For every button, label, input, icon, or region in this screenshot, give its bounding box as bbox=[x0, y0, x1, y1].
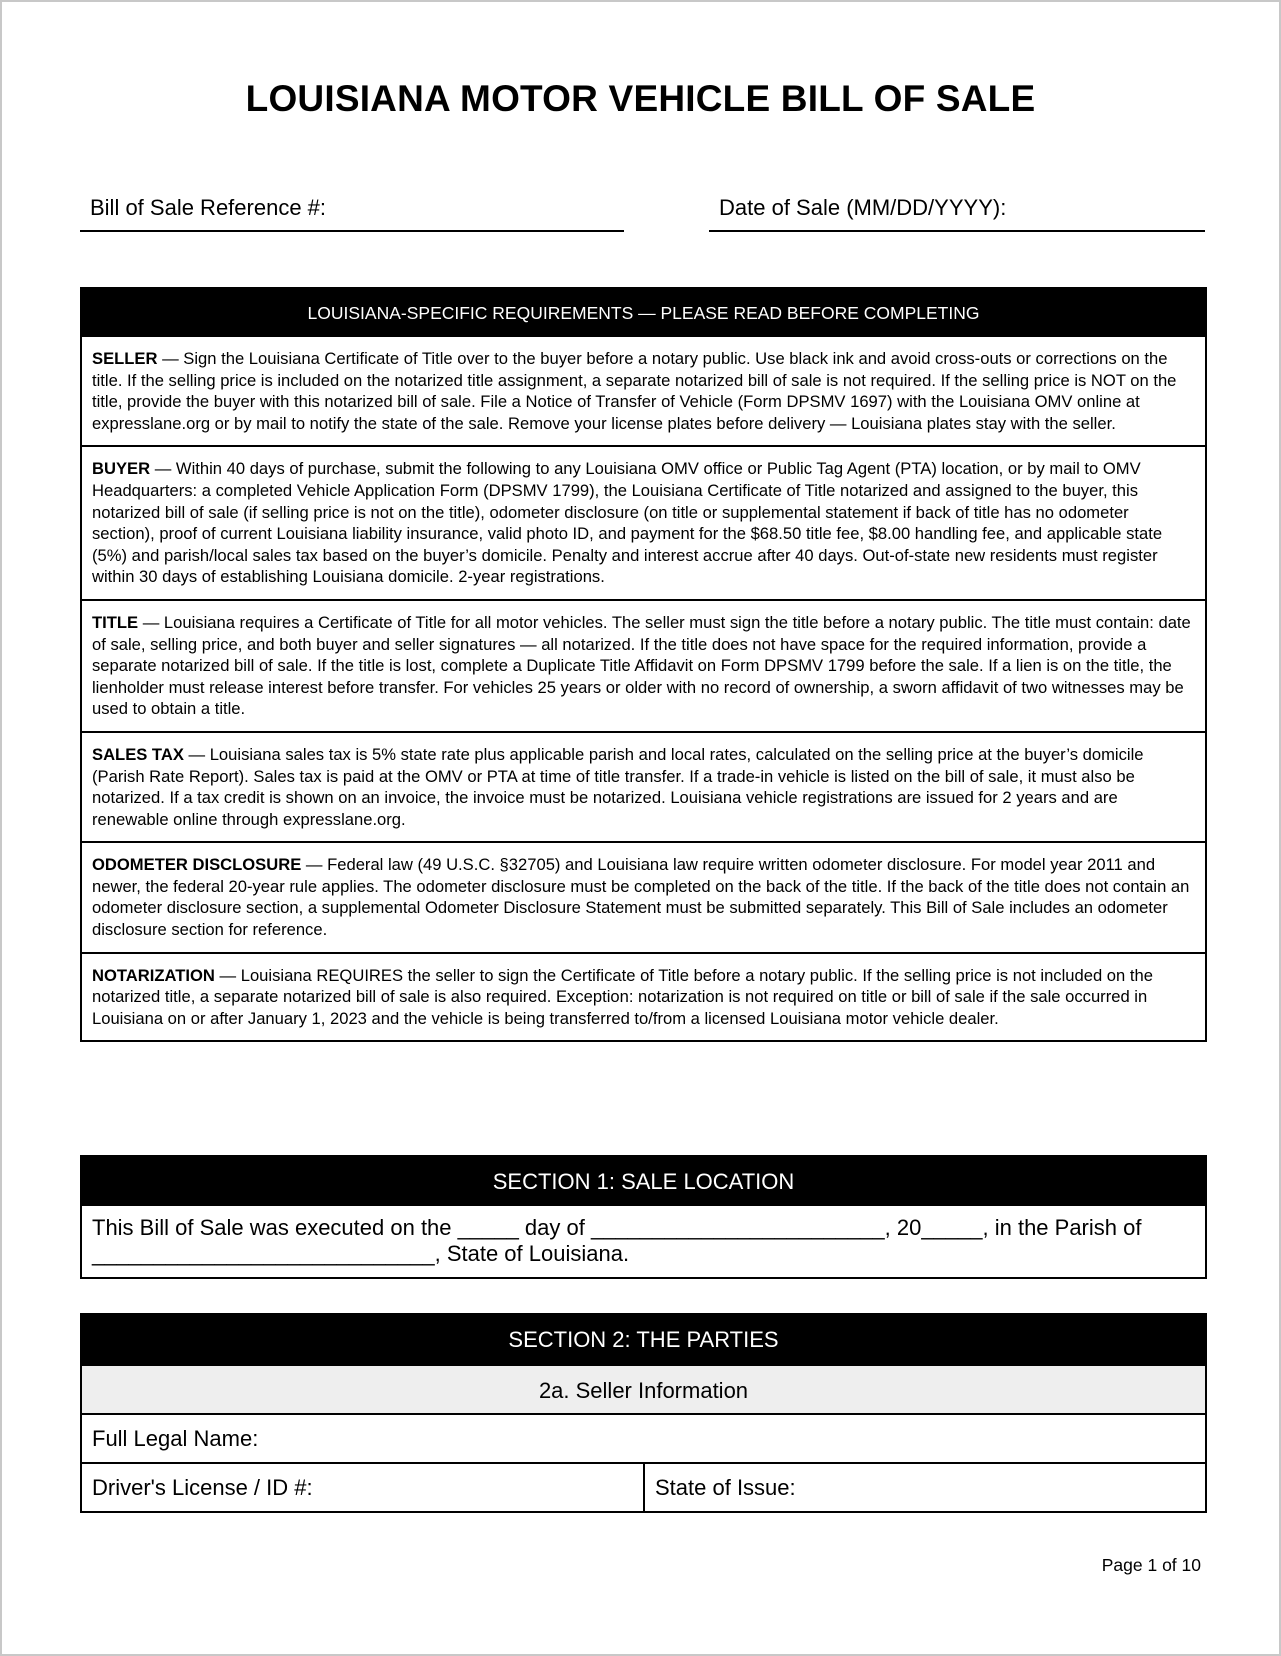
requirement-notarization bbox=[82, 952, 1205, 1041]
requirement-sales-tax bbox=[82, 731, 1205, 841]
document-title: LOUISIANA MOTOR VEHICLE BILL OF SALE bbox=[245, 78, 1036, 119]
requirement-text: — Louisiana sales tax is 5% state rate plus applicable parish and local rates, calculated on the selling price at the buyer’s domicile (Parish Rate Report). Sales tax is paid at the OMV or PTA at time of title transfer. If a trade-in vehicle is listed on the bill of sale, it must also be notarized. If a tax credit is shown on an invoice, the invoice must be notarized. Louisiana vehicle registrations are issued for 2 years and are renewable online through expresslane.org. bbox=[92, 744, 1144, 829]
page-number: Page 1 of 10 bbox=[1101, 1555, 1201, 1575]
seller-info-subheading: 2a. Seller Information bbox=[82, 1364, 1205, 1413]
requirement-title bbox=[82, 599, 1205, 731]
requirement-label: SALES TAX bbox=[92, 744, 184, 764]
requirements-list bbox=[82, 337, 1205, 1040]
requirements-heading: LOUISIANA-SPECIFIC REQUIREMENTS — PLEASE READ BEFORE COMPLETING bbox=[82, 289, 1205, 337]
requirement-text: — Federal law (49 U.S.C. §32705) and Louisiana law require written odometer disclosure. For model year 2011 and newer, the federal 20-year rule applies. The odometer disclosure must be completed on the back of the title. If the back of the title does not contain an odometer disclosure section, a supplemental Odometer Disclosure Statement must be submitted separately. This Bill of Sale includes an odometer disclosure section for reference. bbox=[92, 855, 1190, 940]
requirement-label: ODOMETER DISCLOSURE bbox=[92, 855, 302, 875]
requirement-label: TITLE bbox=[92, 612, 139, 632]
requirement-text: — Louisiana requires a Certificate of Title for all motor vehicles. The seller must sign the title before a notary public. The title must contain: date of sale, selling price, and both buyer and seller signatures — all notarized. If the title does not have space for the required information, provide a separate notarized bill of sale. If the title is lost, complete a Duplicate Title Affidavit on Form DPSMV 1799 before the sale. If a lien is on the title, the lienholder must release interest before transfer. For vehicles 25 years or older with no record of ownership, a sworn affidavit of two witnesses may be used to obtain a title. bbox=[92, 612, 1191, 719]
reference-number-label: Bill of Sale Reference #: bbox=[90, 195, 327, 220]
field-label: Full Legal Name: bbox=[92, 1426, 259, 1451]
reference-number-field[interactable] bbox=[80, 190, 624, 232]
requirement-text: — Within 40 days of purchase, submit the following to any Louisiana OMV office or Public Tag Agent (PTA) location, or by mail to OMV Headquarters: a completed Vehicle Application Form (DPSMV 1799), the Louisiana Certificate of Title notarized and assigned to the buyer, this notarized bill of sale (if selling price is not on the title), odometer disclosure (on title or supplemental statement if back of title has no odometer section), proof of current Louisiana liability insurance, valid photo ID, and payment for the $68.50 title fee, $8.00 handling fee, and applicable state (5%) and parish/local sales tax based on the buyer’s domicile. Penalty and interest accrue after 40 days. Out-of-state new residents must register within 30 days of establishing Louisiana domicile. 2-year registrations. bbox=[92, 459, 1163, 587]
section-heading: SECTION 1: SALE LOCATION bbox=[82, 1157, 1205, 1206]
seller-name-row bbox=[82, 1413, 1205, 1462]
requirement-buyer bbox=[82, 445, 1205, 599]
requirements-box bbox=[80, 287, 1207, 1042]
field-label: State of Issue: bbox=[655, 1475, 796, 1500]
seller-full-name-field[interactable] bbox=[82, 1415, 1205, 1462]
section-heading: SECTION 2: THE PARTIES bbox=[82, 1315, 1205, 1364]
seller-license-field[interactable] bbox=[82, 1464, 645, 1511]
requirement-label: BUYER bbox=[92, 459, 151, 479]
sale-location-statement[interactable]: This Bill of Sale was executed on the _____ day of ________________________, 20_____, in the Parish of ____________________________, State of Louisiana. bbox=[92, 1215, 1142, 1266]
field-label: Driver's License / ID #: bbox=[92, 1475, 313, 1500]
requirement-odometer bbox=[82, 841, 1205, 951]
requirement-text: — Sign the Louisiana Certificate of Title over to the buyer before a notary public. Use black ink and avoid cross-outs or corrections on the title. If the selling price is included on the notarized title assignment, a separate notarized bill of sale is not required. If the selling price is NOT on the title, provide the buyer with this notarized bill of sale. File a Notice of Transfer of Vehicle (Form DPSMV 1697) with the Louisiana OMV online at expresslane.org or by mail to notify the state of the sale. Remove your license plates before delivery — Louisiana plates stay with the seller. bbox=[92, 349, 1177, 433]
seller-state-field[interactable] bbox=[645, 1464, 1205, 1511]
requirement-text: — Louisiana REQUIRES the seller to sign the Certificate of Title before a notary public. If the selling price is not included on the notarized title, a separate notarized bill of sale is also required. Exception: notarization is not required on title or bill of sale if the sale occurred in Louisiana on or after January 1, 2023 and the vehicle is being transferred to/from a licensed Louisiana motor vehicle dealer. bbox=[92, 965, 1153, 1028]
date-of-sale-field[interactable] bbox=[709, 190, 1205, 232]
section-sale-location bbox=[80, 1155, 1207, 1279]
seller-license-row bbox=[82, 1462, 1205, 1511]
requirement-label: SELLER bbox=[92, 349, 158, 368]
requirement-seller bbox=[82, 337, 1205, 445]
section-parties bbox=[80, 1313, 1207, 1513]
requirement-label: NOTARIZATION bbox=[92, 965, 215, 985]
date-of-sale-label: Date of Sale (MM/DD/YYYY): bbox=[719, 195, 1007, 220]
